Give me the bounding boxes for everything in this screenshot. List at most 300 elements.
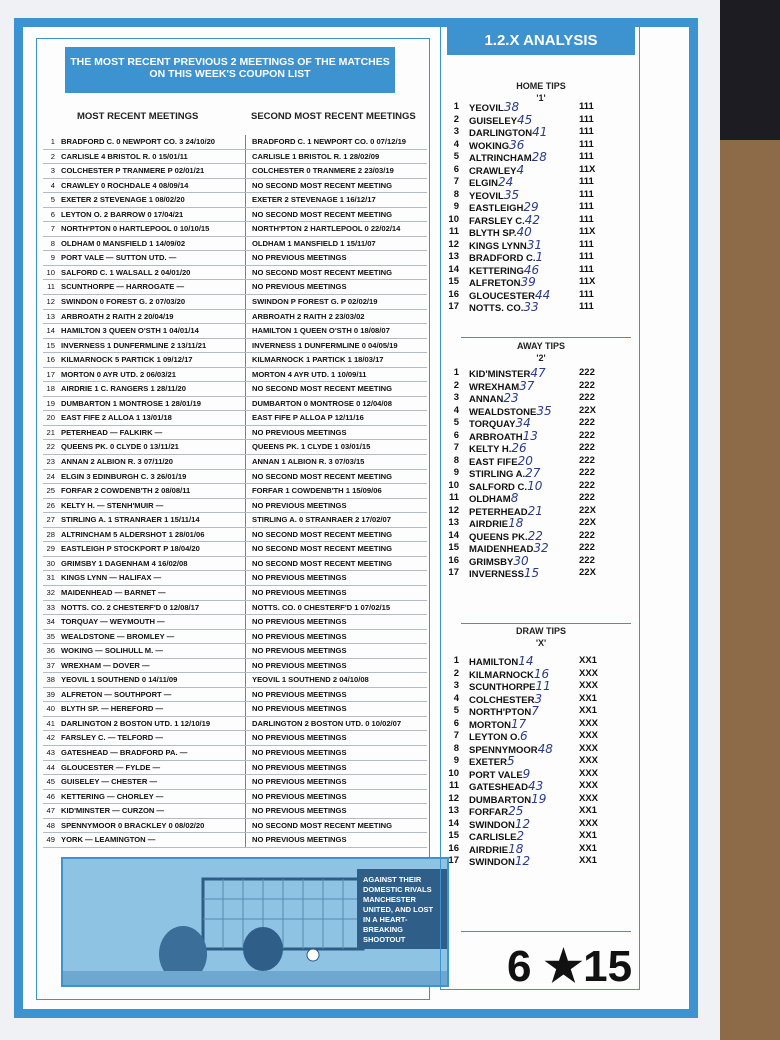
- home-tip-row: [441, 301, 641, 314]
- tip-team: [469, 517, 579, 530]
- tip-code: XX1: [579, 830, 597, 841]
- tip-code: XXX: [579, 817, 599, 829]
- tip-number: 6: [453, 163, 459, 175]
- away-tips-sub: '2': [536, 353, 546, 363]
- football-photo: [61, 857, 449, 987]
- most-recent-meeting: QUEENS PK. 0 CLYDE 0 13/11/21: [61, 442, 179, 452]
- second-recent-meeting: MORTON 4 AYR UTD. 1 10/09/11: [245, 368, 427, 382]
- meetings-header: THE MOST RECENT PREVIOUS 2 MEETINGS OF THE MATCHES ON THIS WEEK'S COUPON LIST: [65, 47, 395, 93]
- row-number: 3: [50, 166, 55, 176]
- most-recent-meeting: PETERHEAD — FALKIRK —: [61, 427, 163, 437]
- table-row: [43, 164, 427, 179]
- row-number: 38: [46, 675, 55, 685]
- most-recent-meeting: BLYTH SP. — HEREFORD —: [61, 704, 164, 714]
- most-recent-meeting: OLDHAM 0 MANSFIELD 1 14/09/02: [61, 238, 186, 248]
- tip-number: 11: [448, 492, 459, 503]
- tip-number: 13: [448, 805, 459, 816]
- row-number: 45: [46, 777, 55, 787]
- second-recent-meeting: NO PREVIOUS MEETINGS: [245, 615, 427, 629]
- table-row: [43, 455, 427, 470]
- tip-team: [469, 455, 579, 468]
- tip-number: 7: [453, 442, 459, 453]
- team-name: KINGS LYNN: [469, 240, 527, 252]
- team-name: KETTERING: [469, 265, 524, 277]
- tip-code: 222: [579, 429, 595, 441]
- handwritten-match-number: 42: [524, 212, 541, 227]
- table-row: [43, 542, 427, 557]
- most-recent-meeting: GATESHEAD — BRADFORD PA. —: [61, 747, 188, 757]
- tip-team: [469, 530, 579, 543]
- table-row: [43, 615, 427, 630]
- tip-team: [469, 693, 579, 706]
- row-number: 42: [46, 733, 55, 743]
- second-recent-meeting: NO SECOND MOST RECENT MEETING: [245, 528, 427, 542]
- table-row: [43, 819, 427, 834]
- tip-team: [469, 480, 579, 493]
- team-name: PETERHEAD: [469, 506, 528, 518]
- row-number: 1: [50, 137, 55, 146]
- home-tips-list: [441, 101, 641, 314]
- draw-tip-row: [441, 818, 641, 831]
- second-recent-meeting: SWINDON P FOREST G. P 02/02/19: [245, 295, 427, 309]
- tip-code: 111: [579, 238, 594, 250]
- tip-team: [469, 467, 579, 480]
- divider: [461, 931, 631, 932]
- most-recent-meeting: CARLISLE 4 BRISTOL R. 0 15/01/11: [61, 151, 188, 161]
- most-recent-meeting: CRAWLEY 0 ROCHDALE 4 08/09/14: [61, 180, 189, 190]
- team-name: ANNAN: [469, 394, 504, 405]
- table-row: [43, 790, 427, 805]
- row-number: 37: [46, 660, 55, 670]
- handwritten-match-number: 4: [516, 162, 525, 177]
- tip-number: 4: [453, 138, 459, 150]
- photo-caption: AGAINST THEIR DOMESTIC RIVALS MANCHESTER UNITED, AND LOST IN A HEART-BREAKING SHOOTOUT: [357, 869, 447, 949]
- most-recent-meeting: STIRLING A. 1 STRANRAER 1 15/11/14: [61, 515, 200, 525]
- tip-number: 17: [448, 567, 459, 578]
- tip-team: [469, 239, 579, 252]
- second-recent-meeting: ANNAN 1 ALBION R. 3 07/03/15: [245, 455, 427, 469]
- handwritten-match-number: 33: [523, 300, 539, 314]
- second-recent-meeting: NO PREVIOUS MEETINGS: [245, 761, 427, 775]
- handwritten-match-number: 34: [515, 416, 531, 430]
- handwritten-match-number: 13: [522, 428, 538, 443]
- second-recent-meeting: OLDHAM 1 MANSFIELD 1 15/11/07: [245, 237, 427, 251]
- most-recent-meeting: KID'MINSTER — CURZON —: [61, 806, 165, 816]
- away-tip-row: [441, 430, 641, 443]
- tip-number: 7: [453, 176, 459, 187]
- second-recent-meeting: NO PREVIOUS MEETINGS: [245, 731, 427, 745]
- most-recent-meeting: ALTRINCHAM 5 ALDERSHOT 1 28/01/06: [61, 529, 205, 539]
- tip-code: 222: [579, 554, 595, 566]
- tip-code: 22X: [579, 517, 596, 528]
- team-name: EAST FIFE: [469, 456, 518, 468]
- tip-code: XX1: [579, 805, 597, 816]
- col-second-recent-heading: SECOND MOST RECENT MEETINGS: [251, 111, 416, 122]
- away-tip-row: [441, 405, 641, 418]
- table-row: [43, 586, 427, 601]
- tip-number: 1: [453, 367, 459, 378]
- home-tip-row: [441, 101, 641, 114]
- most-recent-meeting: ARBROATH 2 RAITH 2 20/04/19: [61, 311, 174, 321]
- most-recent-meeting: YORK — LEAMINGTON —: [61, 835, 156, 845]
- tip-team: [469, 668, 579, 681]
- tip-code: 222: [579, 529, 595, 541]
- tip-code: 222: [579, 542, 595, 553]
- tip-code: XXX: [579, 730, 599, 741]
- tip-team: [469, 176, 579, 189]
- tip-number: 3: [453, 392, 459, 403]
- handwritten-match-number: 24: [498, 175, 514, 189]
- tip-code: 22X: [579, 504, 596, 516]
- tip-code: 111: [579, 263, 594, 275]
- table-row: [43, 746, 427, 761]
- tip-code: 111: [579, 251, 594, 262]
- team-name: SCUNTHORPE: [469, 682, 536, 693]
- second-recent-meeting: NOTTS. CO. 0 CHESTERF'D 1 07/02/15: [245, 601, 427, 615]
- second-recent-meeting: QUEENS PK. 1 CLYDE 1 03/01/15: [245, 440, 427, 454]
- row-number: 12: [46, 297, 55, 307]
- handwritten-match-number: 23: [503, 391, 519, 405]
- table-row: [43, 280, 427, 295]
- away-tip-row: [441, 417, 641, 430]
- most-recent-meeting: WOKING — SOLIHULL M. —: [61, 646, 163, 656]
- draw-tip-row: [441, 718, 641, 731]
- table-row: [43, 339, 427, 354]
- team-name: NOTTS. CO.: [469, 303, 524, 314]
- tip-number: 11: [448, 226, 459, 237]
- second-recent-meeting: NO PREVIOUS MEETINGS: [245, 571, 427, 585]
- team-name: GLOUCESTER: [469, 290, 535, 302]
- tip-number: 14: [448, 529, 459, 541]
- home-tips-sub: '1': [536, 93, 546, 103]
- team-name: PORT VALE: [469, 769, 523, 781]
- handwritten-match-number: 12: [514, 854, 531, 868]
- most-recent-meeting: GLOUCESTER — FYLDE —: [61, 762, 161, 772]
- team-name: WREXHAM: [469, 381, 520, 393]
- row-number: 14: [46, 326, 55, 336]
- tip-code: XXX: [579, 667, 599, 679]
- tip-number: 14: [448, 263, 459, 275]
- tip-number: 2: [453, 113, 459, 125]
- table-row: [43, 368, 427, 383]
- team-name: WEALDSTONE: [469, 406, 537, 418]
- team-name: DARLINGTON: [469, 128, 533, 139]
- tip-code: 22X: [579, 567, 596, 578]
- draw-tips-list: [441, 655, 641, 868]
- second-recent-meeting: COLCHESTER 0 TRANMERE 2 23/03/19: [245, 164, 427, 178]
- tip-number: 16: [448, 554, 459, 566]
- table-row: [43, 702, 427, 717]
- team-name: YEOVIL: [469, 190, 504, 202]
- tip-number: 2: [453, 667, 459, 679]
- tip-code: 111: [579, 301, 594, 312]
- home-tip-row: [441, 264, 641, 277]
- col-most-recent-heading: MOST RECENT MEETINGS: [77, 111, 199, 122]
- team-name: SWINDON: [469, 819, 515, 831]
- tip-number: 1: [453, 655, 459, 666]
- home-tip-row: [441, 251, 641, 264]
- most-recent-meeting: TORQUAY — WEYMOUTH —: [61, 617, 165, 627]
- second-recent-meeting: NO PREVIOUS MEETINGS: [245, 804, 427, 818]
- handwritten-match-number: 29: [523, 200, 539, 214]
- draw-tip-row: [441, 743, 641, 756]
- handwritten-match-number: 46: [523, 262, 540, 277]
- row-number: 21: [46, 427, 55, 437]
- table-row: [43, 324, 427, 339]
- most-recent-meeting: MAIDENHEAD — BARNET —: [61, 587, 166, 597]
- table-row: [43, 731, 427, 746]
- home-tip-row: [441, 189, 641, 202]
- tip-code: 11X: [579, 226, 596, 237]
- second-recent-meeting: NO PREVIOUS MEETINGS: [245, 833, 427, 847]
- most-recent-meeting: WREXHAM — DOVER —: [61, 660, 150, 670]
- table-row: [43, 688, 427, 703]
- team-name: EASTLEIGH: [469, 203, 524, 214]
- row-number: 46: [46, 791, 55, 801]
- handwritten-match-number: 38: [503, 100, 520, 114]
- most-recent-meeting: KETTERING — CHORLEY —: [61, 791, 164, 801]
- tip-code: 111: [579, 201, 594, 212]
- away-tip-row: [441, 442, 641, 455]
- most-recent-meeting: LEYTON O. 2 BARROW 0 17/04/21: [61, 209, 184, 219]
- draw-tip-row: [441, 793, 641, 806]
- row-number: 5: [50, 195, 55, 205]
- team-name: SALFORD C.: [469, 481, 528, 493]
- most-recent-meeting: WEALDSTONE — BROMLEY —: [61, 631, 175, 641]
- most-recent-meeting: SWINDON 0 FOREST G. 2 07/03/20: [61, 297, 186, 307]
- handwritten-match-number: 28: [531, 150, 547, 164]
- team-name: CARLISLE: [469, 832, 517, 843]
- tip-number: 5: [453, 417, 459, 428]
- tip-team: [469, 855, 579, 868]
- second-recent-meeting: NO SECOND MOST RECENT MEETING: [245, 557, 427, 571]
- most-recent-meeting: GUISELEY — CHESTER —: [61, 777, 158, 787]
- draw-tip-row: [441, 705, 641, 718]
- tip-team: [469, 655, 579, 668]
- tip-number: 9: [453, 755, 459, 766]
- table-row: [43, 470, 427, 485]
- most-recent-meeting: FORFAR 2 COWDENB'TH 2 08/08/11: [61, 486, 191, 496]
- tip-code: 111: [579, 138, 594, 150]
- tip-number: 9: [453, 201, 459, 212]
- team-name: OLDHAM: [469, 494, 511, 505]
- handwritten-match-number: 32: [533, 541, 549, 555]
- handwritten-match-number: 18: [508, 841, 524, 856]
- row-number: 23: [46, 457, 55, 467]
- table-row: [43, 193, 427, 208]
- tip-team: [469, 768, 579, 781]
- tip-code: XXX: [579, 680, 599, 691]
- second-recent-meeting: NO SECOND MOST RECENT MEETING: [245, 179, 427, 193]
- second-recent-meeting: DUMBARTON 0 MONTROSE 0 12/04/08: [245, 397, 427, 411]
- tip-number: 5: [453, 151, 459, 162]
- team-name: YEOVIL: [469, 103, 504, 114]
- second-recent-meeting: YEOVIL 1 SOUTHEND 2 04/10/08: [245, 673, 427, 687]
- handwritten-match-number: 30: [513, 553, 529, 568]
- second-recent-meeting: NO PREVIOUS MEETINGS: [245, 775, 427, 789]
- tip-code: XXX: [579, 780, 599, 791]
- away-tip-row: [441, 367, 641, 380]
- table-row: [43, 717, 427, 732]
- second-recent-meeting: NO PREVIOUS MEETINGS: [245, 688, 427, 702]
- row-number: 34: [46, 617, 55, 627]
- tip-code: 111: [579, 188, 594, 200]
- team-name: NORTH'PTON: [469, 707, 532, 718]
- most-recent-meeting: KINGS LYNN — HALIFAX —: [61, 573, 162, 583]
- handwritten-match-number: 22: [527, 528, 543, 543]
- home-tip-row: [441, 164, 641, 177]
- table-row: [43, 644, 427, 659]
- team-name: KILMARNOCK: [469, 669, 534, 681]
- table-row: [43, 397, 427, 412]
- analysis-title: 1.2.X ANALYSIS: [447, 27, 635, 55]
- team-name: KELTY H.: [469, 444, 512, 455]
- tip-team: [469, 226, 579, 239]
- most-recent-meeting: YEOVIL 1 SOUTHEND 0 14/11/09: [61, 675, 178, 685]
- most-recent-meeting: DARLINGTON 2 BOSTON UTD. 1 12/10/19: [61, 718, 211, 728]
- handwritten-match-number: 48: [537, 741, 553, 756]
- home-tip-row: [441, 214, 641, 227]
- table-row: [43, 804, 427, 819]
- row-number: 40: [46, 704, 55, 714]
- coupon-number: 6 ★15: [507, 942, 633, 991]
- tip-code: XX1: [579, 655, 597, 666]
- second-recent-meeting: NO SECOND MOST RECENT MEETING: [245, 382, 427, 396]
- tip-code: XX1: [579, 705, 597, 716]
- away-tip-row: [441, 380, 641, 393]
- second-recent-meeting: INVERNESS 1 DUNFERMLINE 0 04/05/19: [245, 339, 427, 353]
- row-number: 49: [46, 835, 55, 845]
- tip-code: 111: [579, 213, 594, 225]
- table-row: [43, 484, 427, 499]
- away-tip-row: [441, 567, 641, 580]
- tip-code: XXX: [579, 792, 599, 804]
- team-name: FORFAR: [469, 807, 509, 818]
- tip-number: 2: [453, 379, 459, 391]
- handwritten-match-number: 16: [533, 666, 550, 681]
- row-number: 32: [46, 587, 55, 597]
- most-recent-meeting: ANNAN 2 ALBION R. 3 07/11/20: [61, 457, 173, 467]
- second-recent-meeting: NO PREVIOUS MEETINGS: [245, 790, 427, 804]
- tip-number: 3: [453, 680, 459, 691]
- handwritten-match-number: 35: [536, 403, 552, 418]
- tip-code: 222: [579, 379, 595, 391]
- tip-number: 10: [448, 767, 459, 779]
- home-tip-row: [441, 151, 641, 164]
- most-recent-meeting: ALFRETON — SOUTHPORT —: [61, 689, 172, 699]
- table-row: [43, 251, 427, 266]
- home-tip-row: [441, 289, 641, 302]
- away-tip-row: [441, 480, 641, 493]
- tip-number: 9: [453, 467, 459, 478]
- handwritten-match-number: 45: [517, 112, 533, 127]
- tip-code: XX1: [579, 692, 597, 704]
- handwritten-match-number: 47: [530, 366, 546, 380]
- tip-code: 11X: [579, 163, 596, 175]
- row-number: 35: [46, 631, 55, 641]
- tip-number: 16: [448, 842, 459, 854]
- handwritten-match-number: 40: [516, 225, 532, 239]
- handwritten-match-number: 43: [527, 779, 544, 793]
- most-recent-meeting: EAST FIFE 2 ALLOA 1 13/01/18: [61, 413, 172, 423]
- most-recent-meeting: BRADFORD C. 0 NEWPORT CO. 3 24/10/20: [61, 137, 216, 146]
- row-number: 24: [46, 471, 55, 481]
- second-recent-meeting: NO SECOND MOST RECENT MEETING: [245, 208, 427, 222]
- meetings-panel: [36, 38, 434, 1000]
- row-number: 18: [46, 384, 55, 394]
- table-row: [43, 659, 427, 674]
- team-name: ELGIN: [469, 178, 499, 189]
- home-tip-row: [441, 201, 641, 214]
- most-recent-meeting: HAMILTON 3 QUEEN O'STH 1 04/01/14: [61, 326, 199, 336]
- second-recent-meeting: NO PREVIOUS MEETINGS: [245, 251, 427, 265]
- team-name: EXETER: [469, 757, 508, 768]
- row-number: 25: [46, 486, 55, 496]
- away-tip-row: [441, 505, 641, 518]
- tip-number: 8: [453, 742, 459, 754]
- most-recent-meeting: AIRDRIE 1 C. RANGERS 1 28/11/20: [61, 384, 186, 394]
- team-name: SWINDON: [469, 857, 515, 868]
- row-number: 28: [46, 529, 55, 539]
- row-number: 7: [50, 224, 55, 234]
- draw-tip-row: [441, 830, 641, 843]
- handwritten-match-number: 44: [534, 287, 551, 302]
- table-row: [43, 761, 427, 776]
- row-number: 13: [46, 311, 55, 321]
- tip-number: 17: [448, 301, 459, 312]
- meetings-table: [43, 135, 427, 848]
- tip-code: 11X: [579, 276, 596, 287]
- table-row: [43, 601, 427, 616]
- draw-tips-sub: 'X': [535, 638, 547, 648]
- handwritten-match-number: 21: [527, 503, 543, 518]
- divider: [461, 337, 631, 338]
- table-row: [43, 833, 427, 848]
- row-number: 16: [46, 355, 55, 365]
- table-row: [43, 179, 427, 194]
- row-number: 9: [50, 253, 55, 263]
- team-name: TORQUAY: [469, 419, 516, 430]
- second-recent-meeting: NO PREVIOUS MEETINGS: [245, 586, 427, 600]
- second-recent-meeting: NO PREVIOUS MEETINGS: [245, 644, 427, 658]
- row-number: 44: [46, 762, 55, 772]
- team-name: INVERNESS: [469, 569, 524, 580]
- most-recent-meeting: GRIMSBY 1 DAGENHAM 4 16/02/08: [61, 558, 188, 568]
- team-name: FARSLEY C.: [469, 215, 525, 227]
- draw-tip-row: [441, 855, 641, 868]
- second-recent-meeting: BRADFORD C. 1 NEWPORT CO. 0 07/12/19: [245, 135, 427, 149]
- handwritten-match-number: 36: [509, 137, 525, 152]
- table-row: [43, 557, 427, 572]
- second-recent-meeting: NO SECOND MOST RECENT MEETING: [245, 819, 427, 833]
- team-name: BLYTH SP.: [469, 228, 517, 239]
- tip-code: 222: [579, 442, 595, 453]
- handwritten-match-number: 8: [510, 491, 519, 505]
- tip-code: 111: [579, 126, 594, 137]
- second-recent-meeting: NORTH'PTON 2 HARTLEPOOL 0 22/02/14: [245, 222, 427, 236]
- most-recent-meeting: FARSLEY C. — TELFORD —: [61, 733, 163, 743]
- most-recent-meeting: INVERNESS 1 DUNFERMLINE 2 13/11/21: [61, 340, 207, 350]
- table-row: [43, 630, 427, 645]
- tip-code: 111: [579, 288, 594, 300]
- tip-code: 22X: [579, 404, 596, 416]
- tip-number: 8: [453, 188, 459, 200]
- table-row: [43, 353, 427, 368]
- tip-team: [469, 392, 579, 405]
- table-row: [43, 571, 427, 586]
- second-recent-meeting: STIRLING A. 0 STRANRAER 2 17/02/07: [245, 513, 427, 527]
- handwritten-match-number: 18: [508, 516, 524, 530]
